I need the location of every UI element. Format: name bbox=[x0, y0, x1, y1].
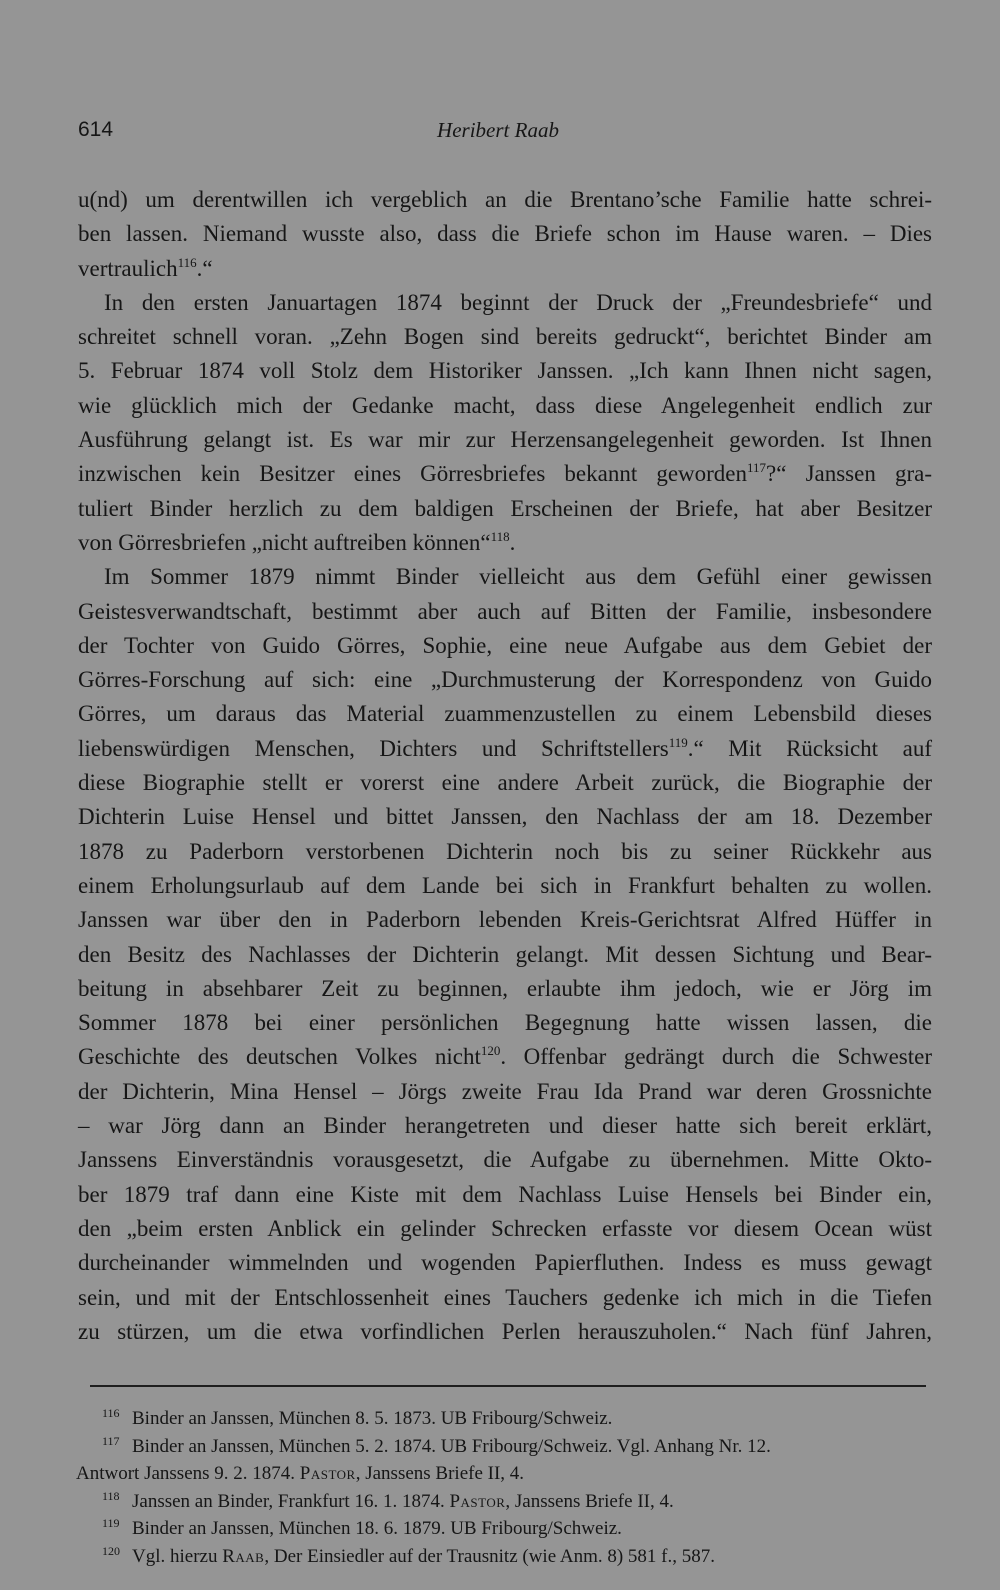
footnote-text: Binder an Janssen, München 5. 2. 1874. UB Fribourg/Schweiz. Vgl. Anhang Nr. 12. bbox=[132, 1435, 771, 1457]
line-text-after: . Offenbar gedrängt durch die Schwester bbox=[500, 1044, 932, 1070]
line-text-after: . bbox=[509, 529, 516, 555]
line-text-after: .“ Mit Rücksicht auf bbox=[687, 735, 932, 761]
text-line bbox=[78, 663, 932, 697]
footnote-text: Janssen an Binder, Frankfurt 16. 1. 1874. bbox=[132, 1490, 450, 1512]
line-text: Görres, um daraus das Material zuammenzustellen zu einem Lebensbild dieses bbox=[78, 701, 932, 727]
line-text: inzwischen kein Besitzer eines Görresbriefes bekannt geworden bbox=[78, 461, 748, 487]
text-line bbox=[78, 526, 932, 560]
line-text: Dichterin Luise Hensel und bittet Janssen, den Nachlass der am 18. Dezember bbox=[78, 804, 932, 830]
text-line bbox=[78, 835, 932, 869]
text-line bbox=[78, 1006, 932, 1040]
footnote-reference: 119 bbox=[668, 734, 688, 750]
text-line bbox=[78, 938, 932, 972]
line-text: ber 1879 traf dann eine Kiste mit dem Nachlass Luise Hensels bei Binder ein, bbox=[78, 1181, 932, 1207]
running-title: Heribert Raab bbox=[437, 118, 559, 142]
text-line bbox=[78, 869, 932, 903]
text-line bbox=[78, 286, 932, 320]
text-line bbox=[78, 800, 932, 834]
line-text: sein, und mit der Entschlossenheit eines Tauchers gedenke ich mich in die Tiefen bbox=[78, 1284, 932, 1310]
line-text: wie glücklich mich der Gedanke macht, dass diese Angelegenheit endlich zur bbox=[78, 392, 932, 418]
text-line bbox=[78, 252, 932, 286]
text-line bbox=[78, 629, 932, 663]
footnote-text: , Janssens Briefe II, 4. bbox=[505, 1490, 674, 1512]
text-line bbox=[78, 320, 932, 354]
line-text: der Dichterin, Mina Hensel – Jörgs zweite Frau Ida Prand war deren Grossnichte bbox=[78, 1078, 932, 1104]
line-text: zu stürzen, um die etwa vorfindlichen Perlen herauszuholen.“ Nach fünf Jahren, bbox=[78, 1318, 932, 1344]
footnote-separator bbox=[90, 1385, 926, 1387]
text-line bbox=[78, 732, 932, 766]
text-line bbox=[78, 1143, 932, 1177]
text-line bbox=[78, 1315, 932, 1349]
text-line bbox=[78, 457, 932, 491]
line-text: Geistesverwandtschaft, bestimmt aber auch auf Bitten der Familie, insbesondere bbox=[78, 598, 932, 624]
line-text: Sommer 1878 bei einer persönlichen Begegnung hatte wissen lassen, die bbox=[78, 1010, 932, 1036]
line-text: Janssen war über den in Paderborn lebenden Kreis-Gerichtsrat Alfred Hüffer in bbox=[78, 907, 932, 933]
line-text: – war Jörg dann an Binder herangetreten und dieser hatte sich bereit erklärt, bbox=[78, 1113, 932, 1139]
page-header bbox=[78, 118, 918, 152]
text-line bbox=[78, 972, 932, 1006]
text-line bbox=[78, 423, 932, 457]
footnote: 120 Vgl. hierzu Raab, Der Einsiedler auf der Trausnitz (wie Anm. 8) 581 f., 587. bbox=[102, 1543, 715, 1567]
line-text: diese Biographie stellt er vorerst eine andere Arbeit zurück, die Biographie der bbox=[78, 770, 932, 796]
line-text: Janssens Einverständnis vorausgesetzt, die Aufgabe zu übernehmen. Mitte Okto- bbox=[78, 1147, 932, 1173]
author-name: Pastor bbox=[449, 1490, 506, 1512]
text-line bbox=[78, 766, 932, 800]
line-text: beitung in absehbarer Zeit zu beginnen, erlaubte ihm jedoch, wie er Jörg im bbox=[78, 975, 932, 1001]
text-line bbox=[78, 217, 932, 251]
line-text: durcheinander wimmelnden und wogenden Papierfluthen. Indess es muss gewagt bbox=[78, 1250, 932, 1276]
line-text: vertraulich bbox=[78, 255, 178, 281]
text-line bbox=[78, 1246, 932, 1280]
line-text: einem Erholungsurlaub auf dem Lande bei sich in Frankfurt behalten zu wollen. bbox=[78, 872, 932, 898]
text-line bbox=[78, 1040, 932, 1074]
line-text: Geschichte des deutschen Volkes nicht bbox=[78, 1044, 481, 1070]
text-line bbox=[78, 1075, 932, 1109]
footnotes bbox=[76, 1405, 930, 1571]
footnote-text: , Der Einsiedler auf der Trausnitz (wie Anm. 8) 581 f., 587. bbox=[264, 1545, 715, 1567]
line-text: u(nd) um derentwillen ich vergeblich an die Brentano’sche Familie hatte schrei- bbox=[78, 187, 932, 212]
line-text: ben lassen. Niemand wusste also, dass die Briefe schon im Hause waren. – Dies bbox=[78, 221, 932, 247]
footnote-reference: 120 bbox=[480, 1043, 501, 1059]
line-text: der Tochter von Guido Görres, Sophie, eine neue Aufgabe aus dem Gebiet der bbox=[78, 632, 932, 658]
line-text-after: .“ bbox=[196, 255, 213, 281]
footnote-text: Antwort Janssens 9. 2. 1874. bbox=[76, 1463, 300, 1485]
line-text: tuliert Binder herzlich zu dem baldigen Erscheinen der Briefe, hat aber Besitzer bbox=[78, 495, 932, 521]
line-text: 5. Februar 1874 voll Stolz dem Historiker Janssen. „Ich kann Ihnen nicht sagen, bbox=[78, 358, 932, 384]
text-line bbox=[78, 697, 932, 731]
line-text: In den ersten Januartagen 1874 beginnt der Druck der „Freundesbriefe“ und bbox=[104, 289, 932, 315]
text-line bbox=[78, 903, 932, 937]
text-line bbox=[78, 389, 932, 423]
footnote-text: Vgl. hierzu bbox=[132, 1545, 223, 1567]
line-text: liebenswürdigen Menschen, Dichters und Schriftstellers bbox=[78, 735, 669, 761]
footnote: 119 Binder an Janssen, München 18. 6. 1879. UB Fribourg/Schweiz. bbox=[102, 1516, 622, 1540]
footnote-reference: 116 bbox=[177, 254, 197, 270]
text-line bbox=[78, 183, 932, 217]
footnote-reference: 118 bbox=[490, 528, 510, 544]
line-text: von Görresbriefen „nicht auftreiben können“ bbox=[78, 529, 491, 555]
text-line bbox=[78, 1109, 932, 1143]
line-text: schreitet schnell voran. „Zehn Bogen sind bereits gedruckt“, berichtet Binder am bbox=[78, 324, 932, 350]
line-text: den Besitz des Nachlasses der Dichterin gelangt. Mit dessen Sichtung und Bear- bbox=[78, 941, 932, 967]
author-name: Pastor bbox=[299, 1463, 356, 1485]
footnote-reference: 117 bbox=[747, 460, 767, 476]
footnote-text: Binder an Janssen, München 8. 5. 1873. UB Fribourg/Schweiz. bbox=[132, 1408, 613, 1429]
line-text: Im Sommer 1879 nimmt Binder vielleicht aus dem Gefühl einer gewissen bbox=[104, 564, 932, 590]
text-line bbox=[78, 492, 932, 526]
line-text: 1878 zu Paderborn verstorbenen Dichterin noch bis zu seiner Rückkehr aus bbox=[78, 838, 932, 864]
author-name: Raab bbox=[222, 1545, 265, 1567]
line-text: Ausführung gelangt ist. Es war mir zur Herzensangelegenheit geworden. Ist Ihnen bbox=[78, 427, 932, 453]
footnote-text: , Janssens Briefe II, 4. bbox=[355, 1463, 525, 1485]
page-number: 614 bbox=[78, 118, 114, 141]
text-line bbox=[78, 354, 932, 388]
text-line bbox=[78, 560, 932, 594]
text-line bbox=[78, 1178, 932, 1212]
line-text: Görres-Forschung auf sich: eine „Durchmusterung der Korrespondenz von Guido bbox=[78, 667, 932, 693]
footnote-text: Binder an Janssen, München 18. 6. 1879. UB Fribourg/Schweiz. bbox=[132, 1518, 622, 1540]
main-text bbox=[78, 183, 932, 1349]
line-text-after: ?“ Janssen gra- bbox=[766, 461, 932, 487]
text-line bbox=[78, 1281, 932, 1315]
text-line bbox=[78, 595, 932, 629]
footnote: 118 Janssen an Binder, Frankfurt 16. 1. 1874. Pastor, Janssens Briefe II, 4. bbox=[102, 1488, 674, 1512]
footnote: 117 Binder an Janssen, München 5. 2. 1874. UB Fribourg/Schweiz. Vgl. Anhang Nr. 12. bbox=[102, 1433, 771, 1457]
footnote: 116 Binder an Janssen, München 8. 5. 1873. UB Fribourg/Schweiz. bbox=[102, 1406, 613, 1429]
text-line bbox=[78, 1212, 932, 1246]
line-text: den „beim ersten Anblick ein gelinder Schrecken erfasste vor diesem Ocean wüst bbox=[78, 1215, 932, 1241]
footnote bbox=[76, 1460, 930, 1488]
